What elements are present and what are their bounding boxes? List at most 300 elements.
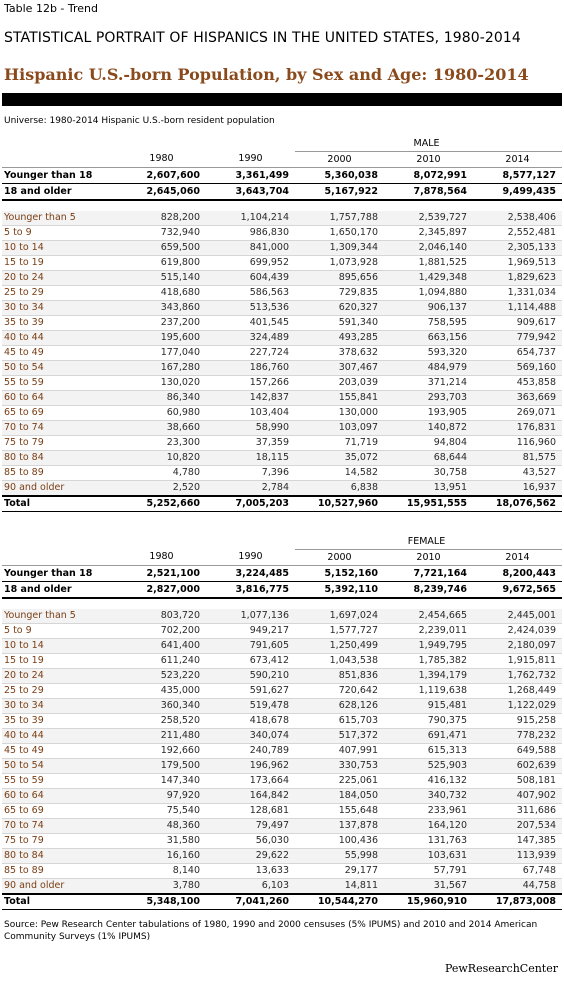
cell-value: 56,030 (206, 834, 295, 849)
cell-value: 140,872 (384, 421, 473, 436)
year-header-row (2, 152, 562, 168)
cell-value: 211,480 (117, 729, 206, 744)
cell-value: 593,320 (384, 346, 473, 361)
age-row (2, 451, 562, 466)
cell-value: 1,949,795 (384, 639, 473, 654)
age-row (2, 744, 562, 759)
cell-value: 1,829,623 (473, 271, 562, 286)
cell-value: 343,860 (117, 301, 206, 316)
cell-value: 7,396 (206, 466, 295, 481)
age-row (2, 406, 562, 421)
cell-value: 2,046,140 (384, 241, 473, 256)
age-row (2, 699, 562, 714)
cell-value: 35,072 (295, 451, 384, 466)
cell-value: 2,552,481 (473, 226, 562, 241)
cell-value: 1,043,538 (295, 654, 384, 669)
total-value: 7,041,260 (206, 894, 295, 910)
cell-value: 673,412 (206, 654, 295, 669)
cell-value: 602,639 (473, 759, 562, 774)
age-row (2, 346, 562, 361)
cell-value: 97,920 (117, 789, 206, 804)
cell-value: 1,268,449 (473, 684, 562, 699)
cell-value: 207,534 (473, 819, 562, 834)
cell-value: 128,681 (206, 804, 295, 819)
cell-value: 2,784 (206, 481, 295, 497)
cell-value: 895,656 (295, 271, 384, 286)
total-value: 7,005,203 (206, 496, 295, 512)
cell-value: 184,050 (295, 789, 384, 804)
cell-value: 196,962 (206, 759, 295, 774)
total-value: 18,076,562 (473, 496, 562, 512)
row-label: Younger than 18 (2, 168, 117, 184)
cell-value: 1,331,034 (473, 286, 562, 301)
age-row (2, 436, 562, 451)
cell-value: 103,097 (295, 421, 384, 436)
cell-value: 3,643,704 (206, 184, 295, 201)
age-group-label: 15 to 19 (2, 654, 117, 669)
cell-value: 130,020 (117, 376, 206, 391)
age-group-label: 25 to 29 (2, 286, 117, 301)
cell-value: 44,758 (473, 879, 562, 895)
age-group-label: 75 to 79 (2, 436, 117, 451)
cell-value: 14,811 (295, 879, 384, 895)
cell-value: 6,103 (206, 879, 295, 895)
age-row (2, 286, 562, 301)
year-header: 2010 (416, 551, 441, 563)
cell-value: 641,400 (117, 639, 206, 654)
age-group-label: 50 to 54 (2, 759, 117, 774)
cell-value: 68,644 (384, 451, 473, 466)
age-group-label: 90 and older (2, 481, 117, 497)
age-group-label: 60 to 64 (2, 391, 117, 406)
year-header: 1980 (149, 551, 174, 563)
cell-value: 155,841 (295, 391, 384, 406)
cell-value: 615,703 (295, 714, 384, 729)
cell-value: 418,678 (206, 714, 295, 729)
cell-value: 1,104,214 (206, 211, 295, 226)
age-group-label: 40 to 44 (2, 729, 117, 744)
age-row (2, 361, 562, 376)
cell-value: 37,359 (206, 436, 295, 451)
cell-value: 258,520 (117, 714, 206, 729)
cell-value: 732,940 (117, 226, 206, 241)
total-label: Total (2, 496, 117, 512)
cell-value: 100,436 (295, 834, 384, 849)
summary-row (2, 566, 562, 582)
cell-value: 699,952 (206, 256, 295, 271)
cell-value: 2,454,665 (384, 609, 473, 624)
summary-row (2, 168, 562, 184)
cell-value: 586,563 (206, 286, 295, 301)
cell-value: 340,732 (384, 789, 473, 804)
cell-value: 2,538,406 (473, 211, 562, 226)
total-row (2, 496, 562, 512)
age-group-label: 35 to 39 (2, 316, 117, 331)
cell-value: 2,180,097 (473, 639, 562, 654)
source-note: Source: Pew Research Center tabulations of 1980, 1990 and 2000 censuses (5% IPUMS) and 2010 and 2014 American Community Surveys (1% IPUMS) (4, 920, 538, 942)
age-row (2, 316, 562, 331)
cell-value: 8,577,127 (473, 168, 562, 184)
cell-value: 2,539,727 (384, 211, 473, 226)
age-group-label: 30 to 34 (2, 699, 117, 714)
cell-value: 604,439 (206, 271, 295, 286)
age-group-label: 20 to 24 (2, 271, 117, 286)
age-group-label: 70 to 74 (2, 421, 117, 436)
sex-label: FEMALE (295, 535, 562, 550)
cell-value: 649,588 (473, 744, 562, 759)
age-group-label: 5 to 9 (2, 226, 117, 241)
cell-value: 23,300 (117, 436, 206, 451)
cell-value: 691,471 (384, 729, 473, 744)
cell-value: 293,703 (384, 391, 473, 406)
age-row (2, 376, 562, 391)
age-row (2, 271, 562, 286)
cell-value: 130,000 (295, 406, 384, 421)
cell-value: 193,905 (384, 406, 473, 421)
cell-value: 240,789 (206, 744, 295, 759)
year-header: 1990 (238, 153, 263, 165)
total-value: 5,252,660 (117, 496, 206, 512)
cell-value: 147,340 (117, 774, 206, 789)
cell-value: 1,785,382 (384, 654, 473, 669)
cell-value: 729,835 (295, 286, 384, 301)
cell-value: 523,220 (117, 669, 206, 684)
cell-value: 659,500 (117, 241, 206, 256)
age-group-label: 25 to 29 (2, 684, 117, 699)
cell-value: 3,361,499 (206, 168, 295, 184)
cell-value: 2,305,133 (473, 241, 562, 256)
cell-value: 227,724 (206, 346, 295, 361)
age-group-label: Younger than 5 (2, 609, 117, 624)
cell-value: 155,648 (295, 804, 384, 819)
year-header-row (2, 550, 562, 566)
total-label: Total (2, 894, 117, 910)
cell-value: 60,980 (117, 406, 206, 421)
cell-value: 1,394,179 (384, 669, 473, 684)
age-group-label: 40 to 44 (2, 331, 117, 346)
cell-value: 453,858 (473, 376, 562, 391)
age-row (2, 819, 562, 834)
year-header: 2000 (327, 551, 352, 563)
cell-value: 519,478 (206, 699, 295, 714)
age-row (2, 391, 562, 406)
cell-value: 167,280 (117, 361, 206, 376)
cell-value: 1,969,513 (473, 256, 562, 271)
age-row (2, 481, 562, 497)
cell-value: 1,762,732 (473, 669, 562, 684)
age-group-label: 65 to 69 (2, 406, 117, 421)
year-header: 2000 (327, 153, 352, 165)
cell-value: 237,200 (117, 316, 206, 331)
cell-value: 778,232 (473, 729, 562, 744)
cell-value: 591,340 (295, 316, 384, 331)
cell-value: 164,120 (384, 819, 473, 834)
cell-value: 8,140 (117, 864, 206, 879)
age-group-label: Younger than 5 (2, 211, 117, 226)
cell-value: 164,842 (206, 789, 295, 804)
age-group-label: 50 to 54 (2, 361, 117, 376)
cell-value: 619,800 (117, 256, 206, 271)
cell-value: 363,669 (473, 391, 562, 406)
cell-value: 949,217 (206, 624, 295, 639)
cell-value: 702,200 (117, 624, 206, 639)
cell-value: 986,830 (206, 226, 295, 241)
age-group-label: 15 to 19 (2, 256, 117, 271)
cell-value: 103,404 (206, 406, 295, 421)
age-group-label: 90 and older (2, 879, 117, 895)
cell-value: 1,073,928 (295, 256, 384, 271)
cell-value: 43,527 (473, 466, 562, 481)
year-header: 2014 (505, 551, 530, 563)
cell-value: 81,575 (473, 451, 562, 466)
cell-value: 3,816,775 (206, 582, 295, 599)
cell-value: 8,239,746 (384, 582, 473, 599)
age-row (2, 804, 562, 819)
cell-value: 841,000 (206, 241, 295, 256)
summary-row (2, 582, 562, 599)
cell-value: 8,200,443 (473, 566, 562, 582)
age-row (2, 729, 562, 744)
cell-value: 2,521,100 (117, 566, 206, 582)
age-row (2, 789, 562, 804)
age-group-label: 5 to 9 (2, 624, 117, 639)
cell-value: 5,392,110 (295, 582, 384, 599)
cell-value: 9,672,565 (473, 582, 562, 599)
cell-value: 493,285 (295, 331, 384, 346)
cell-value: 113,939 (473, 849, 562, 864)
cell-value: 1,915,811 (473, 654, 562, 669)
cell-value: 484,979 (384, 361, 473, 376)
cell-value: 628,126 (295, 699, 384, 714)
year-header: 1990 (238, 551, 263, 563)
cell-value: 94,804 (384, 436, 473, 451)
cell-value: 906,137 (384, 301, 473, 316)
cell-value: 48,360 (117, 819, 206, 834)
cell-value: 29,622 (206, 849, 295, 864)
cell-value: 340,074 (206, 729, 295, 744)
sex-label: MALE (295, 137, 562, 152)
header-divider-bar (2, 93, 562, 106)
cell-value: 654,737 (473, 346, 562, 361)
age-row (2, 211, 562, 226)
cell-value: 9,499,435 (473, 184, 562, 201)
row-label: 18 and older (2, 582, 117, 599)
cell-value: 525,903 (384, 759, 473, 774)
summary-row (2, 184, 562, 201)
age-row (2, 609, 562, 624)
cell-value: 29,177 (295, 864, 384, 879)
cell-value: 16,937 (473, 481, 562, 497)
cell-value: 620,327 (295, 301, 384, 316)
cell-value: 307,467 (295, 361, 384, 376)
age-row (2, 669, 562, 684)
cell-value: 401,545 (206, 316, 295, 331)
cell-value: 179,500 (117, 759, 206, 774)
cell-value: 67,748 (473, 864, 562, 879)
cell-value: 203,039 (295, 376, 384, 391)
year-header: 2014 (505, 153, 530, 165)
cell-value: 116,960 (473, 436, 562, 451)
cell-value: 58,990 (206, 421, 295, 436)
cell-value: 30,758 (384, 466, 473, 481)
cell-value: 378,632 (295, 346, 384, 361)
age-row (2, 864, 562, 879)
cell-value: 7,878,564 (384, 184, 473, 201)
cell-value: 10,820 (117, 451, 206, 466)
cell-value: 790,375 (384, 714, 473, 729)
cell-value: 435,000 (117, 684, 206, 699)
cell-value: 2,239,011 (384, 624, 473, 639)
cell-value: 176,831 (473, 421, 562, 436)
cell-value: 311,686 (473, 804, 562, 819)
age-group-label: 80 to 84 (2, 451, 117, 466)
age-group-label: 60 to 64 (2, 789, 117, 804)
cell-value: 233,961 (384, 804, 473, 819)
cell-value: 16,160 (117, 849, 206, 864)
cell-value: 5,152,160 (295, 566, 384, 582)
age-group-label: 10 to 14 (2, 639, 117, 654)
cell-value: 2,520 (117, 481, 206, 497)
cell-value: 2,827,000 (117, 582, 206, 599)
table-number-label: Table 12b - Trend (4, 2, 98, 15)
cell-value: 330,753 (295, 759, 384, 774)
age-row (2, 774, 562, 789)
cell-value: 225,061 (295, 774, 384, 789)
cell-value: 590,210 (206, 669, 295, 684)
age-group-label: 55 to 59 (2, 774, 117, 789)
total-value: 15,960,910 (384, 894, 473, 910)
cell-value: 591,627 (206, 684, 295, 699)
cell-value: 142,837 (206, 391, 295, 406)
age-row (2, 421, 562, 436)
age-row (2, 331, 562, 346)
cell-value: 5,167,922 (295, 184, 384, 201)
age-row (2, 684, 562, 699)
total-value: 17,873,008 (473, 894, 562, 910)
cell-value: 71,719 (295, 436, 384, 451)
age-row (2, 639, 562, 654)
total-value: 15,951,555 (384, 496, 473, 512)
cell-value: 79,497 (206, 819, 295, 834)
age-group-label: 45 to 49 (2, 744, 117, 759)
table-subtitle: Hispanic U.S.-born Population, by Sex and Age: 1980-2014 (4, 65, 529, 84)
cell-value: 720,642 (295, 684, 384, 699)
male-table (2, 137, 562, 512)
age-row (2, 256, 562, 271)
age-row (2, 834, 562, 849)
cell-value: 177,040 (117, 346, 206, 361)
age-group-label: 75 to 79 (2, 834, 117, 849)
cell-value: 14,582 (295, 466, 384, 481)
cell-value: 173,664 (206, 774, 295, 789)
cell-value: 8,072,991 (384, 168, 473, 184)
age-row (2, 624, 562, 639)
cell-value: 57,791 (384, 864, 473, 879)
cell-value: 75,540 (117, 804, 206, 819)
cell-value: 915,258 (473, 714, 562, 729)
cell-value: 909,617 (473, 316, 562, 331)
cell-value: 1,114,488 (473, 301, 562, 316)
cell-value: 38,660 (117, 421, 206, 436)
cell-value: 1,122,029 (473, 699, 562, 714)
cell-value: 828,200 (117, 211, 206, 226)
report-title: STATISTICAL PORTRAIT OF HISPANICS IN THE UNITED STATES, 1980-2014 (4, 30, 521, 46)
cell-value: 1,757,788 (295, 211, 384, 226)
cell-value: 131,763 (384, 834, 473, 849)
age-row (2, 241, 562, 256)
age-row (2, 301, 562, 316)
cell-value: 4,780 (117, 466, 206, 481)
cell-value: 2,607,600 (117, 168, 206, 184)
year-header: 1980 (149, 153, 174, 165)
cell-value: 371,214 (384, 376, 473, 391)
total-value: 5,348,100 (117, 894, 206, 910)
cell-value: 2,424,039 (473, 624, 562, 639)
age-group-label: 30 to 34 (2, 301, 117, 316)
age-group-label: 80 to 84 (2, 849, 117, 864)
cell-value: 269,071 (473, 406, 562, 421)
pew-logo: PewResearchCenter (444, 962, 558, 975)
cell-value: 157,266 (206, 376, 295, 391)
cell-value: 1,697,024 (295, 609, 384, 624)
row-label: Younger than 18 (2, 566, 117, 582)
cell-value: 3,780 (117, 879, 206, 895)
cell-value: 615,313 (384, 744, 473, 759)
age-group-label: 45 to 49 (2, 346, 117, 361)
cell-value: 186,760 (206, 361, 295, 376)
year-header: 2010 (416, 153, 441, 165)
age-row (2, 879, 562, 895)
cell-value: 1,309,344 (295, 241, 384, 256)
cell-value: 915,481 (384, 699, 473, 714)
cell-value: 1,094,880 (384, 286, 473, 301)
cell-value: 13,633 (206, 864, 295, 879)
cell-value: 515,140 (117, 271, 206, 286)
sex-header-row (2, 535, 562, 550)
sex-header-row (2, 137, 562, 152)
total-value: 10,544,270 (295, 894, 384, 910)
cell-value: 416,132 (384, 774, 473, 789)
total-row (2, 894, 562, 910)
total-value: 10,527,960 (295, 496, 384, 512)
cell-value: 791,605 (206, 639, 295, 654)
cell-value: 360,340 (117, 699, 206, 714)
age-group-label: 70 to 74 (2, 819, 117, 834)
cell-value: 803,720 (117, 609, 206, 624)
cell-value: 13,951 (384, 481, 473, 497)
age-group-label: 20 to 24 (2, 669, 117, 684)
female-table (2, 535, 562, 910)
cell-value: 1,077,136 (206, 609, 295, 624)
cell-value: 611,240 (117, 654, 206, 669)
age-row (2, 466, 562, 481)
cell-value: 5,360,038 (295, 168, 384, 184)
cell-value: 1,577,727 (295, 624, 384, 639)
age-group-label: 35 to 39 (2, 714, 117, 729)
cell-value: 407,902 (473, 789, 562, 804)
cell-value: 3,224,485 (206, 566, 295, 582)
age-group-label: 85 to 89 (2, 864, 117, 879)
cell-value: 513,536 (206, 301, 295, 316)
cell-value: 55,998 (295, 849, 384, 864)
cell-value: 851,836 (295, 669, 384, 684)
cell-value: 86,340 (117, 391, 206, 406)
age-row (2, 654, 562, 669)
cell-value: 508,181 (473, 774, 562, 789)
cell-value: 6,838 (295, 481, 384, 497)
cell-value: 192,660 (117, 744, 206, 759)
age-row (2, 759, 562, 774)
